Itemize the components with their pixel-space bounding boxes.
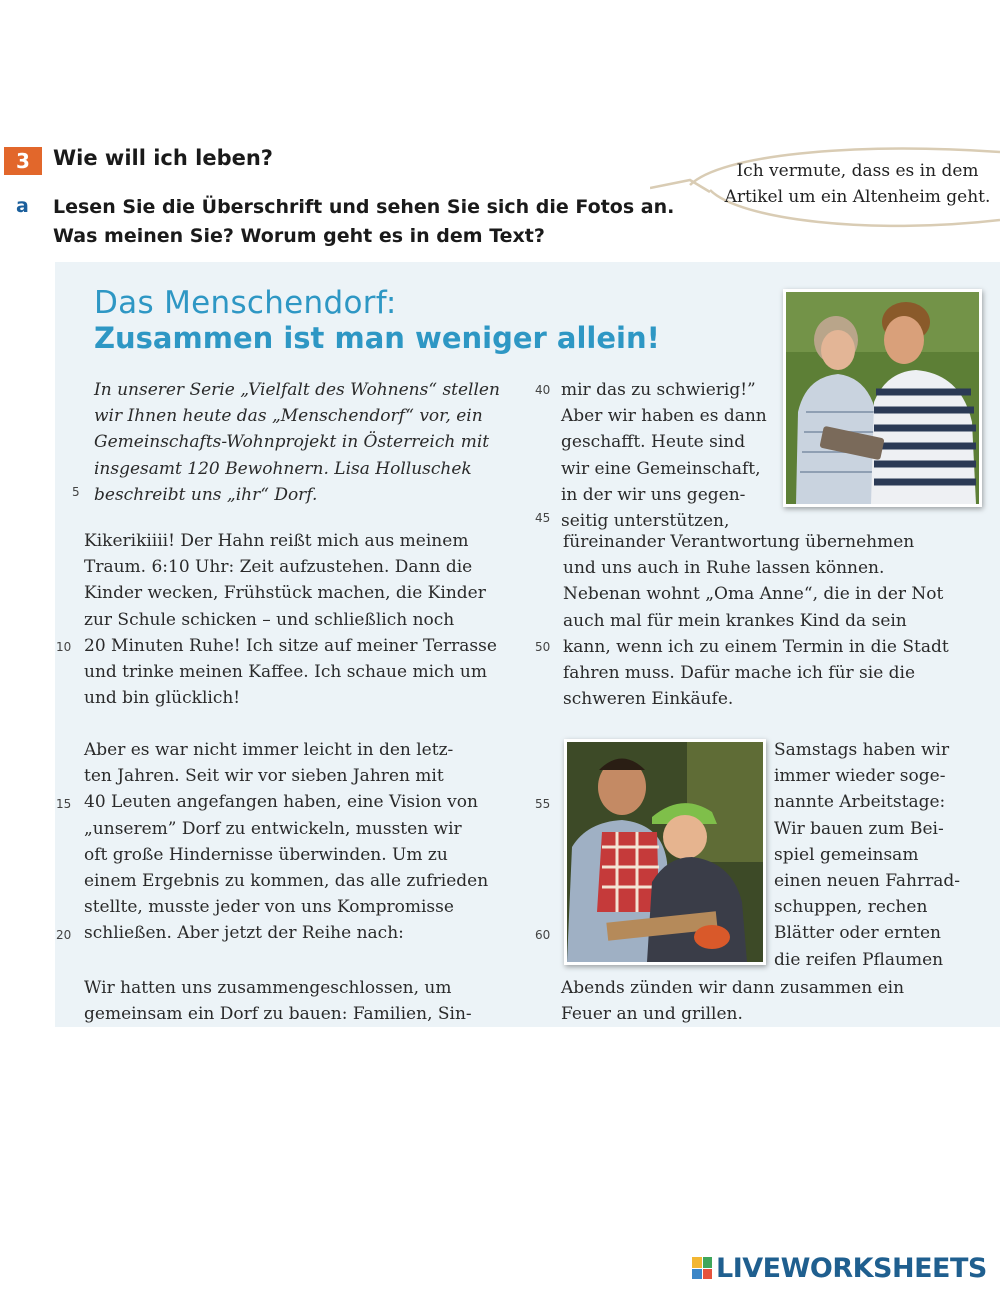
paragraph-line: Feuer an und grillen. [561,1004,743,1025]
intro-line: beschreibt uns „ihr“ Dorf. [94,484,318,505]
paragraph-line: Traum. 6:10 Uhr: Zeit aufzustehen. Dann die [84,557,473,578]
paragraph-line: Aber es war nicht immer leicht in den letz- [84,740,454,760]
article-intro [94,377,500,508]
paragraph-line: oft große Hindernisse überwinden. Um zu [84,844,448,865]
subtask-instruction [53,193,674,251]
intro-line: insgesamt 120 Bewohnern. Lisa Holluschek [94,458,472,479]
photo-man-and-boy-woodworking [564,739,766,965]
line-number: 60 [535,928,551,942]
line-number: 10 [56,640,72,654]
exercise-title: Wie will ich leben? [53,146,273,170]
paragraph-line: füreinander Verantwortung übernehmen [563,532,915,552]
photo-woman-and-man-with-tablet [783,289,982,507]
column2-top-text [561,377,767,534]
paragraph-line: auch mal für mein krankes Kind da sein [563,610,907,631]
article-title-line2: Zusammen ist man weniger allein! [94,321,660,355]
paragraph-line: schweren Einkäufe. [563,689,734,710]
line-number: 20 [56,928,72,942]
line-number: 5 [72,485,80,499]
paragraph-line: zur Schule schicken – und schließlich noch [84,609,455,630]
instruction-line: Was meinen Sie? Worum geht es in dem Text? [53,225,545,247]
column2-middle-text [563,529,949,712]
column2-narrow-text [774,737,960,973]
paragraph-line: Samstags haben wir [774,740,950,760]
article-paragraph-1 [84,528,497,711]
photo-illustration [786,292,979,504]
line-number: 15 [56,797,72,811]
paragraph-line: schuppen, rechen [774,897,928,918]
article-paragraph-2 [84,737,488,947]
paragraph-line: Nebenan wohnt „Oma Anne“, die in der Not [563,584,944,605]
paragraph-line: einem Ergebnis zu kommen, das alle zufrieden [84,871,489,892]
speech-bubble-text [720,158,995,210]
article-paragraph-3 [84,975,472,1027]
intro-line: Gemeinschafts-Wohnprojekt in Österreich mit [94,432,490,453]
paragraph-line: nannte Arbeitstage: [774,792,946,813]
line-number: 40 [535,383,551,397]
paragraph-line: mir das zu schwierig!” [561,380,756,400]
paragraph-line: wir eine Gemeinschaft, [561,458,761,479]
intro-line: wir Ihnen heute das „Menschendorf“ vor, ein [94,406,483,427]
paragraph-line: 40 Leuten angefangen haben, eine Vision von [84,792,478,813]
liveworksheets-logo [692,1253,987,1283]
paragraph-line: Blätter oder ernten [774,923,942,944]
paragraph-line: „unserem” Dorf zu entwickeln, mussten wir [84,818,462,839]
paragraph-line: Kinder wecken, Frühstück machen, die Kinder [84,583,486,604]
line-number: 45 [535,511,551,525]
article-title-line1: Das Menschendorf: [94,285,397,321]
liveworksheets-logo-icon [692,1257,712,1279]
paragraph-line: Wir hatten uns zusammengeschlossen, um [84,978,452,998]
bubble-line: Ich vermute, dass es in dem [736,161,979,181]
paragraph-line: seitig unterstützen, [561,511,730,532]
paragraph-line: einen neuen Fahrrad- [774,871,960,892]
bubble-line: Artikel um ein Altenheim geht. [724,187,991,207]
paragraph-line: in der wir uns gegen- [561,484,746,505]
paragraph-line: stellte, musste jeder von uns Kompromisse [84,897,454,918]
paragraph-line: gemeinsam ein Dorf zu bauen: Familien, Sin- [84,1004,472,1025]
paragraph-line: und bin glücklich! [84,688,241,709]
paragraph-line: 20 Minuten Ruhe! Ich sitze auf meiner Terrasse [84,635,497,656]
liveworksheets-logo-text: LIVEWORKSHEETS [716,1252,987,1284]
paragraph-line: schließen. Aber jetzt der Reihe nach: [84,923,404,944]
intro-line: In unserer Serie „Vielfalt des Wohnens“ stellen [94,380,500,400]
exercise-number-badge [4,147,42,175]
paragraph-line: die reifen Pflaumen [774,949,944,970]
paragraph-line: Abends zünden wir dann zusammen ein [561,978,905,998]
paragraph-line: geschafft. Heute sind [561,432,746,453]
paragraph-line: fahren muss. Dafür mache ich für sie die [563,663,916,684]
column2-bottom-text [561,975,904,1027]
paragraph-line: Wir bauen zum Bei- [774,818,944,839]
paragraph-line: und uns auch in Ruhe lassen können. [563,558,885,579]
exercise-number: 3 [16,149,30,173]
line-number: 55 [535,797,551,811]
instruction-line: Lesen Sie die Überschrift und sehen Sie sich die Fotos an. [53,196,675,218]
line-number: 50 [535,640,551,654]
paragraph-line: Kikerikiiii! Der Hahn reißt mich aus meinem [84,531,469,551]
paragraph-line: spiel gemeinsam [774,844,919,865]
paragraph-line: und trinke meinen Kaffee. Ich schaue mich um [84,662,487,683]
subtask-letter: a [16,195,29,217]
paragraph-line: kann, wenn ich zu einem Termin in die Stadt [563,636,949,657]
paragraph-line: Aber wir haben es dann [561,406,767,427]
paragraph-line: ten Jahren. Seit wir vor sieben Jahren mit [84,766,444,787]
photo-illustration [567,742,763,962]
paragraph-line: immer wieder soge- [774,766,946,787]
